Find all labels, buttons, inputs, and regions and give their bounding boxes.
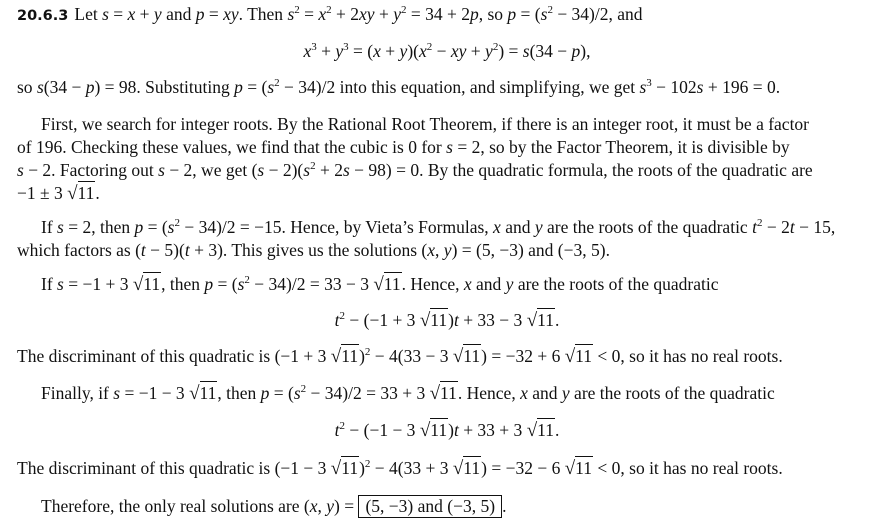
paragraph-rational-root-4: −1 ± 3 √11. [17,183,100,204]
paragraph-rational-root-2: of 196. Checking these values, we find that the cubic is 0 for s = 2, so by the Factor Theorem, it is divisible by [17,137,790,157]
paragraph-case-plus-1: If s = −1 + 3 √11, then $p = (s^2 - 34)/2 = 33 - 3$ √11. Hence, x and y are the roots of the quadratic [41,274,719,295]
display-equation-1: $x^3 + y^3 = (x + y)(x^2$ − xy + $y^2) = s(34 - p)$, [303,41,591,61]
boxed-answer: (5, −3) and (−3, 5) [358,495,502,518]
problem-number: 20.6.3 [17,8,69,24]
display-equation-2: $t^2 - (-1 + 3$ √11)t + 33 − 3 √11. [334,310,560,331]
conclusion-line: Therefore, the only real solutions are (x, y) = (5, −3) and (−3, 5) . [41,496,507,516]
discriminant-plus-line: The discriminant of this quadratic is (−1 + 3 √11)$^2$ − 4(33 − 3 √11) = −32 + 6 √11 < 0, so it has no real roots. [17,346,783,367]
paragraph-rational-root-3: s − 2. Factoring out s − 2, we get $(s - 2)(s^2 + 2s - 98) = 0$. By the quadratic formula, the roots of the quadratic are [17,160,813,180]
display-equation-3: $t^2 - (-1 - 3$ √11)t + 33 + 3 √11. [334,420,560,441]
discriminant-minus-line: The discriminant of this quadratic is (−1 − 3 √11)$^2$ − 4(33 + 3 √11) = −32 − 6 √11 < 0, so it has no real roots. [17,458,783,479]
paragraph-case-s2-1: If s = 2, then $p = (s^2 - 34)/2 = -15$. Hence, by Vieta’s Formulas, x and y are the roots of the quadratic $t^2 - 2t - 15$, [41,217,836,237]
paragraph-case-s2-2: which factors as (t − 5)(t + 3). This gives us the solutions (x, y) = (5, −3) and (−3, 5). [17,240,610,260]
substitution-line: so s(34 − p) = 98. Substituting $p = (s^2 - 34)/2$ into this equation, and simplifying, we get $s^3 - 102s + 196 = 0$. [17,77,781,97]
sqrt-11: √11 [67,183,95,204]
paragraph-rational-root-1: First, we search for integer roots. By the Rational Root Theorem, if there is an integer root, it must be a factor [41,114,810,134]
paragraph-case-minus-1: Finally, if s = −1 − 3 √11, then $p = (s^2 - 34)/2 = 33 + 3$ √11. Hence, x and y are the roots of the quadratic [41,383,775,404]
intro-line: 20.6.3 Let s = x + y and p = xy. Then $s^2 = x^2 + 2xy + y^2 = 34 + 2p$, so $p = (s^2 - 34)/2$, and [17,4,643,24]
